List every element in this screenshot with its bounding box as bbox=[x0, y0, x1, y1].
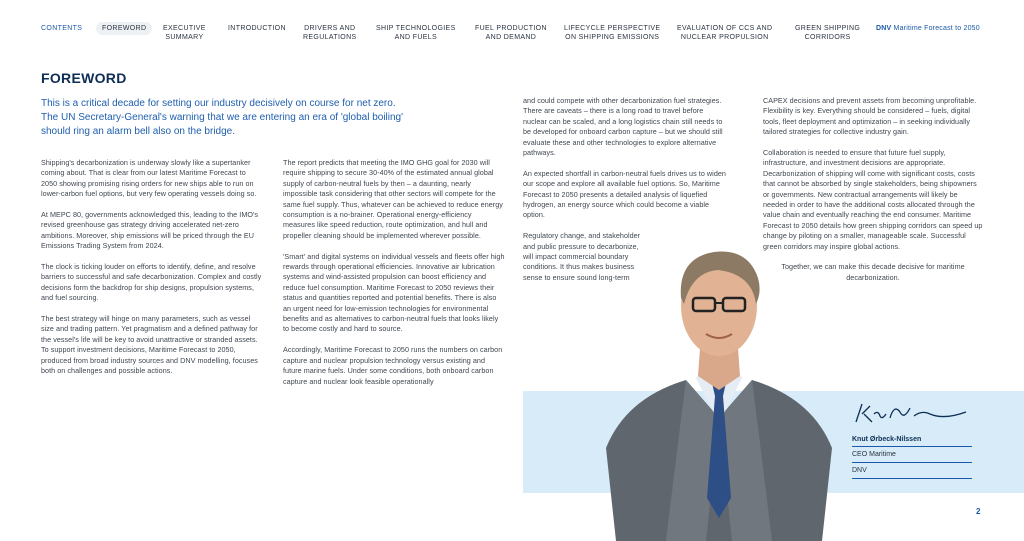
nav-executive-summary[interactable]: EXECUTIVE SUMMARY bbox=[163, 25, 206, 41]
paragraph: At MEPC 80, governments acknowledged this, leading to the IMO's revised greenhouse gas strategy driving accelerated net-zero ambitions. Moreover, ship emissions will be priced through the EU Emissions Trading System from 2024. bbox=[41, 210, 259, 251]
paragraph: The report predicts that meeting the IMO GHG goal for 2030 will require shipping to secure 30-40% of the estimated annual global supply of carbon-neutral fuels by then – a daunting, nearly impossible task considering that other sectors will compete for the same fuel supply. Thus, whatever can be achieved to reduce energy consumption is a no-brainer. Operational energy-efficiency measures like speed reduction, route optimization, and hull and propeller cleaning should be implemented wherever possible. bbox=[283, 158, 503, 240]
paragraph: Shipping's decarbonization is underway slowly like a supertanker coming about. That is clear from our latest Maritime Forecast to 2050 showing promising rising orders for new ships able to run on lower-carbon fuel options, but very few operating vessels doing so. bbox=[41, 158, 257, 199]
signatory-name: Knut Ørbeck-Nilssen bbox=[852, 433, 972, 447]
nav-introduction[interactable]: INTRODUCTION bbox=[228, 25, 286, 32]
intro-line: This is a critical decade for setting our industry decisively on course for net zero. bbox=[41, 98, 396, 109]
text-column-1 bbox=[41, 158, 263, 387]
paragraph: 'Smart' and digital systems on individual vessels and fleets offer high rewards through operational efficiencies. Innovative air lubrication systems and wind-assisted propulsion can boost efficiency and reduce fuel consumption. Maritime Forecast to 2050 reviews their status and quantities reported and potential benefits. There is also an urgent need for low-emission technologies for environmental benefits and as alternatives to carbon-neutral fuels that looks likely to become costly and hard to source. bbox=[283, 251, 505, 334]
paragraph: The best strategy will hinge on many parameters, such as vessel size and trading pattern. Yet pragmatism and a defined pathway for the vessel's life will be key to avoid unattractive or stranded assets. To support investment decisions, Maritime Forecast to 2050, produced from broad industry sources and DNV modelling, focuses both on challenges and possible actions. bbox=[41, 314, 258, 376]
page-number: 2 bbox=[976, 507, 981, 516]
signatory-organization: DNV bbox=[852, 463, 972, 479]
paragraph: Collaboration is needed to ensure that future fuel supply, infrastructure, and investment decisions are appropriate. Decarbonization of shipping will come with significant costs, costs that cannot be absorbed by single stakeholders, being shipowners or governments. New contractual arrangements will likely be needed in order to have the additional costs allocated through the value chain and eventually reaching the end consumer. Maritime Forecast to 2050 details how green shipping corridors can speed up change by piloting on a smaller, manageable scale. Successful green corridors may inspire global actions. bbox=[763, 148, 983, 251]
ceo-portrait-photo bbox=[596, 218, 842, 541]
intro-lead bbox=[41, 97, 461, 139]
intro-line: The UN Secretary-General's warning that we are entering an era of 'global boiling' bbox=[41, 112, 404, 123]
intro-line: should ring an alarm bell also on the bridge. bbox=[41, 126, 236, 137]
page-title: FOREWORD bbox=[41, 70, 127, 86]
nav-ship-technologies[interactable]: SHIP TECHNOLOGIES AND FUELS bbox=[376, 25, 456, 41]
text-column-2 bbox=[283, 158, 505, 397]
brand-dnv: DNV bbox=[876, 25, 892, 32]
nav-drivers-and-regulations[interactable]: DRIVERS AND REGULATIONS bbox=[303, 25, 357, 41]
signatory-role: CEO Maritime bbox=[852, 447, 972, 463]
paragraph: An expected shortfall in carbon-neutral fuels drives us to widen our scope and explore all available fuel options. So, Maritime Forecast to 2050 presents a detailed analysis of liquefied hydrogen, an energy source which could become a viable option. bbox=[523, 168, 726, 220]
top-navigation bbox=[0, 0, 1024, 46]
nav-green-shipping-corridors[interactable]: GREEN SHIPPING CORRIDORS bbox=[795, 25, 861, 41]
nav-brand[interactable] bbox=[876, 24, 980, 33]
nav-evaluation-ccs[interactable]: EVALUATION OF CCS AND NUCLEAR PROPULSION bbox=[677, 25, 773, 41]
signature-block bbox=[852, 400, 972, 479]
paragraph: and could compete with other decarbonization fuel strategies. There are caveats – there is a long road to travel before nuclear can be scaled, and a long logistics chain still needs to be developed for onboard carbon capture – but we should still evaluate these and other technologies to explore alternative pathways. bbox=[523, 96, 723, 158]
nav-lifecycle-perspective[interactable]: LIFECYCLE PERSPECTIVE ON SHIPPING EMISSIONS bbox=[564, 25, 661, 41]
paragraph: The clock is ticking louder on efforts to identify, define, and resolve barriers to successful and safe decarbonization. Complex and costly decisions form the backdrop for ship designs, propulsion systems, and fuel sourcing. bbox=[41, 262, 262, 303]
handwritten-signature-icon bbox=[852, 400, 970, 426]
paragraph: CAPEX decisions and prevent assets from becoming unprofitable. Flexibility is key. Everything should be considered – fuels, digital tools, fleet deployment and optimization – in seeking individually tailored strategies for collective industry gain. bbox=[763, 96, 977, 137]
paragraph: Regulatory change, and stakeholder and public pressure to decarbonize, will impact commercial boundary conditions. It thus makes business sense to ensure sound long-term bbox=[523, 231, 641, 282]
nav-fuel-production[interactable]: FUEL PRODUCTION AND DEMAND bbox=[475, 25, 547, 41]
paragraph: Accordingly, Maritime Forecast to 2050 runs the numbers on carbon capture and nuclear propulsion technology versus existing and future marine fuels. Under some conditions, both onboard carbon capture and nuclear look feasible operationally bbox=[283, 345, 503, 386]
closing-statement: Together, we can make this decade decisive for maritime decarbonization. bbox=[781, 262, 965, 282]
nav-contents[interactable]: CONTENTS bbox=[41, 25, 83, 32]
brand-title: Maritime Forecast to 2050 bbox=[891, 25, 980, 32]
nav-foreword[interactable]: FOREWORD bbox=[96, 22, 152, 35]
